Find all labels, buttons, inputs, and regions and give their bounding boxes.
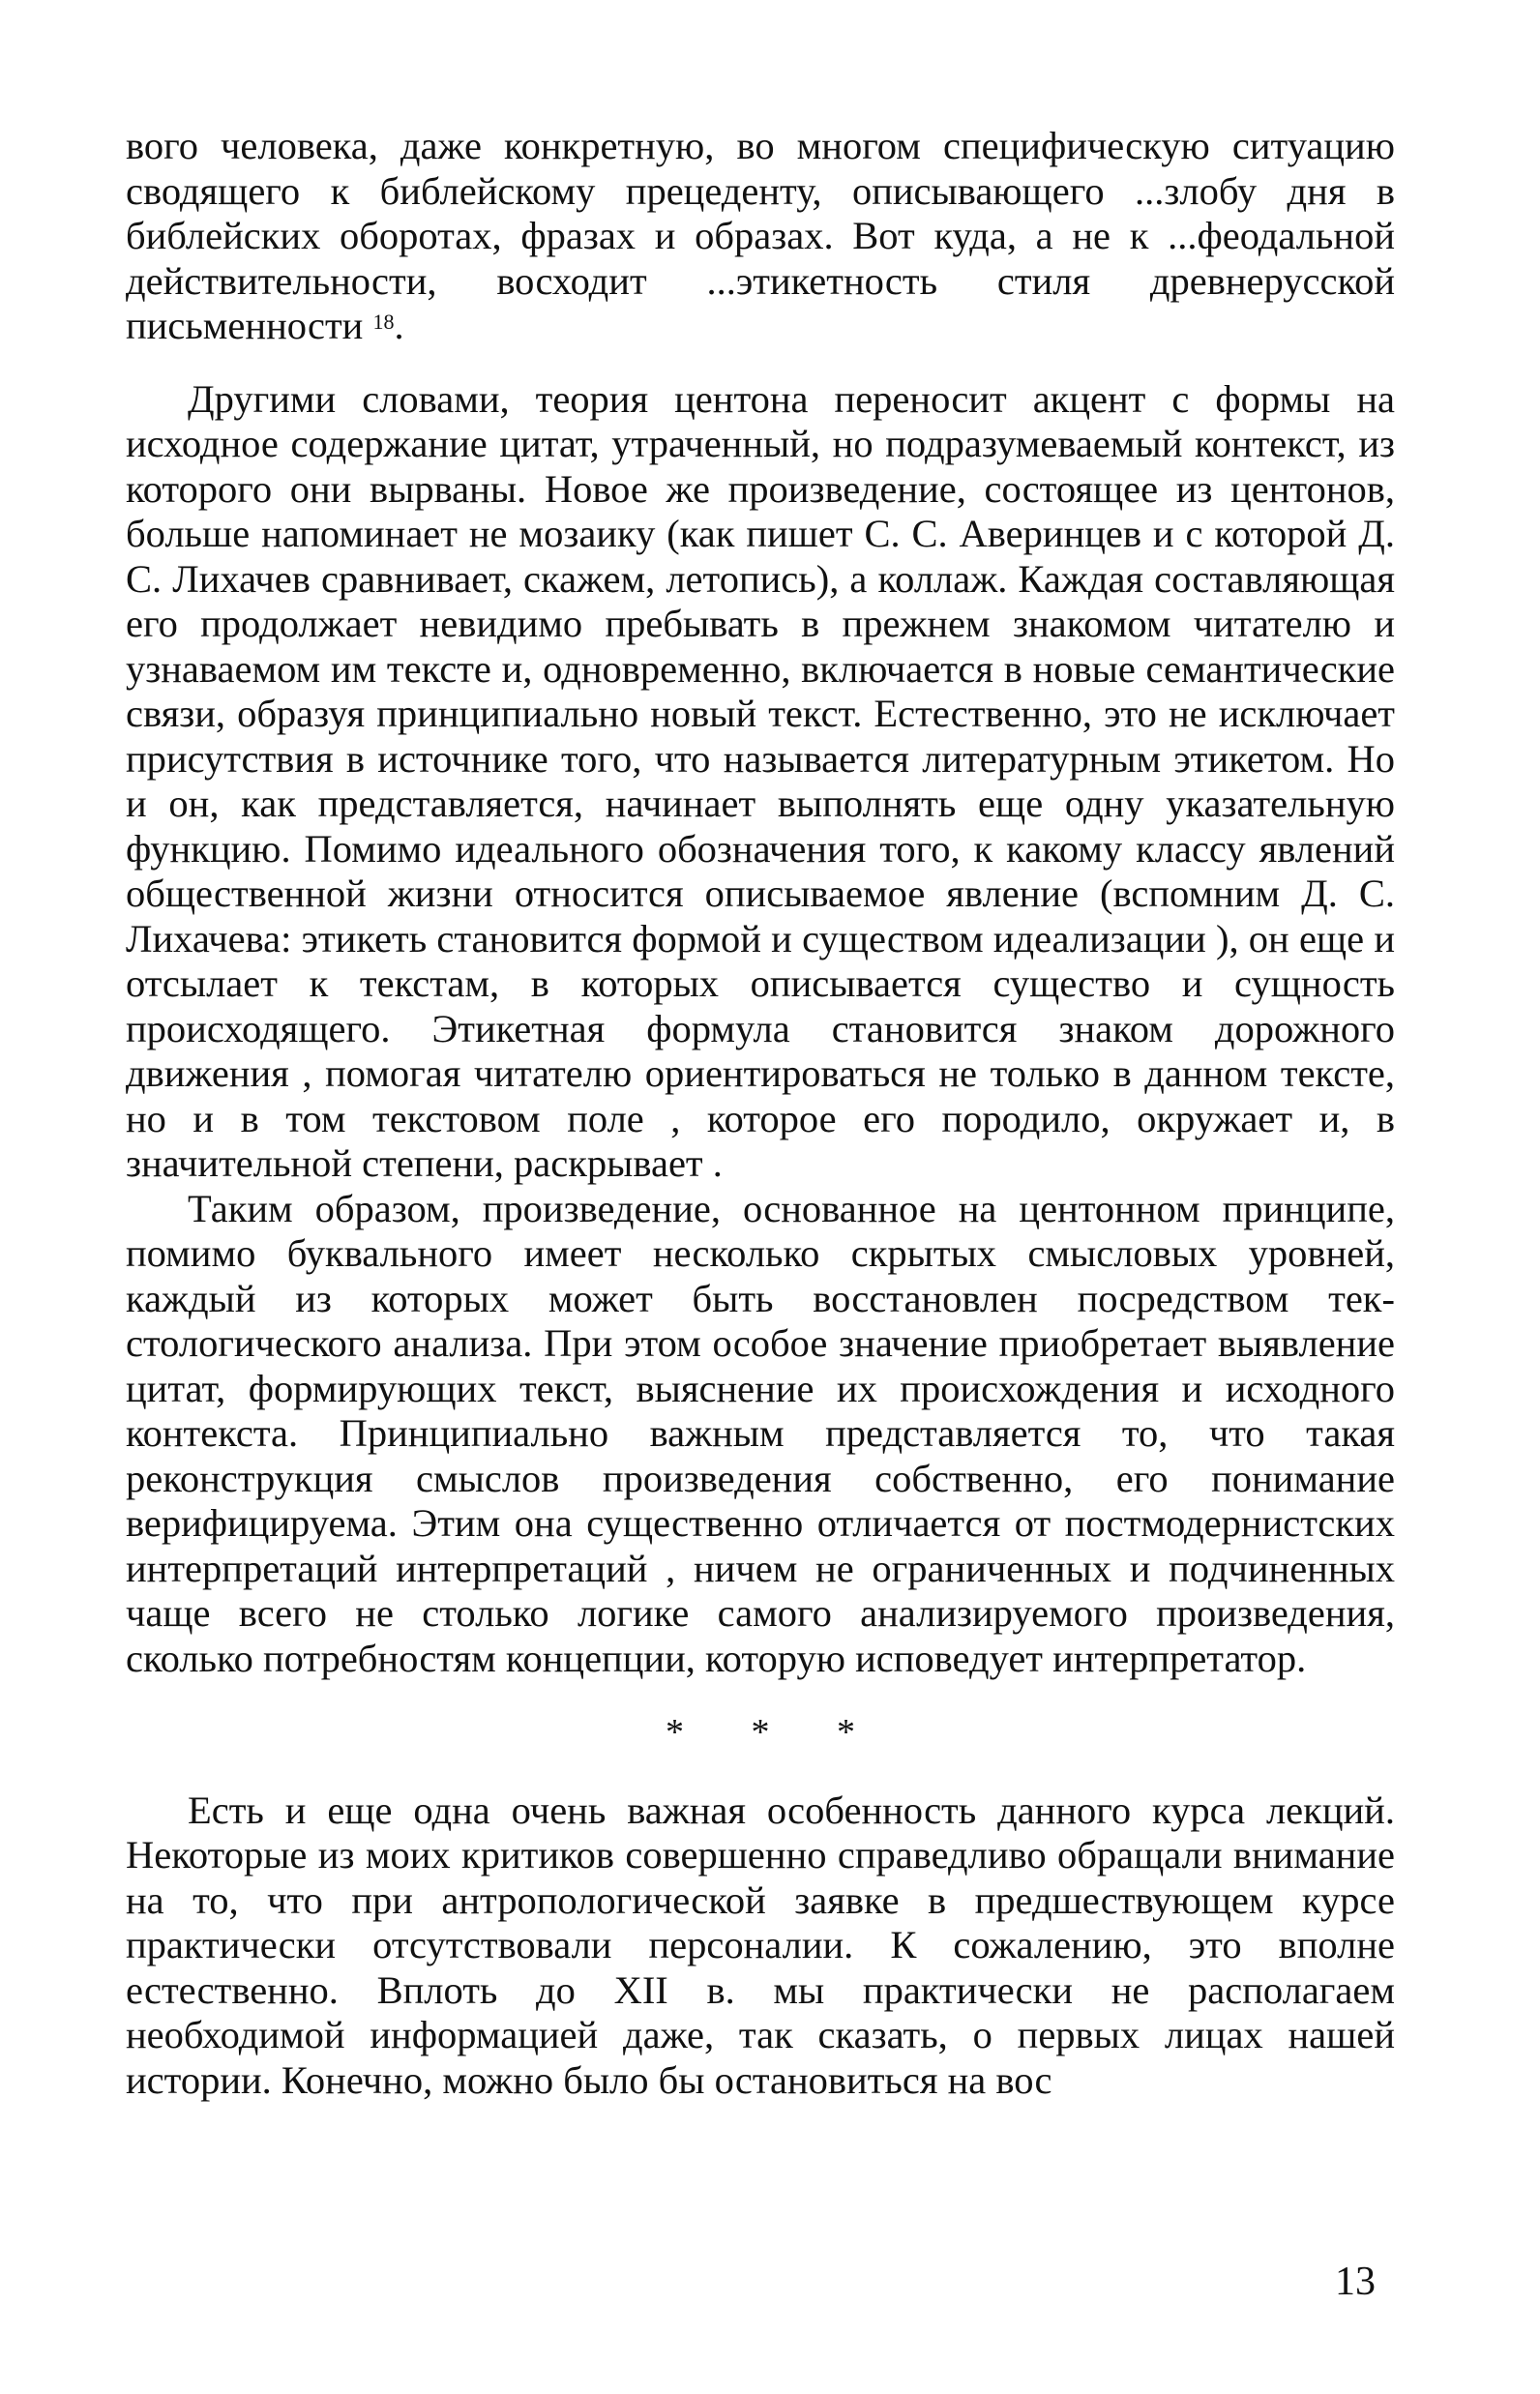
- paragraph-text-analysis: Таким образом, произведение, основанное на центонном принципе, помимо буквального имеет несколько скрытых смысловых уровней, каждый из которых может быть восстановлен посредством текстологического анализа. При этом особое значение приобретает выявление цитат, формирующих текст, выяснение их происхождения и исходного контекста. Принципиально важным представляется то, что такая реконструкция смыслов произведения собственно, его понимание верифицируема. Этим она существенно отличается от постмодернистских интерпретаций интерпретаций , ничем не ограниченных и подчиненных чаще всего не столько логике самого анализируемого произведения, сколько потребностям концепции, которую исповедует интерпретатор.: [126, 1186, 1395, 1680]
- footnote-reference[interactable]: 18: [372, 310, 395, 334]
- paragraph-text: вого человека, даже конкретную, во многом специфическую ситуацию сводящего к библейскому прецеденту, описывающего ...злобу дня в библейских оборотах, фразах и образах. Вот куда, а не к ...феодальной действительности, восходит ...этикетность стиля древнерусской письменности: [126, 124, 1395, 347]
- paragraph-centon-theory: Другими словами, теория центона переносит акцент с формы на исходное содержание цитат, утраченный, но подразумеваемый контекст, из которого они вырваны. Новое же произведение, состоящее из центонов, больше напоминает не мозаику (как пишет С. С. Аверинцев и с которой Д. С. Лихачев сравнивает, скажем, летопись), а коллаж. Каждая составляющая его продолжает невидимо пребывать в прежнем знакомом читателю и узнаваемом им тексте и, одновременно, включается в новые семантические связи, образуя принципиально новый текст. Естественно, это не исключает присутствия в источнике того, что называется литературным этикетом. Но и он, как представляется, начинает выполнять еще одну указательную функцию. Помимо идеального обозначения того, к какому классу явлений общественной жизни относится описываемое явление (вспомним Д. С. Лихачева: этикеть становится формой и существом идеализации ), он еще и отсылает к текстам, в которых описывается существо и сущность происходящего. Этикетная формула становится знаком дорожного движения , помогая читателю ориентироваться не только в данном тексте, но и в том текстовом поле , которое его породило, окружает и, в значительной степени, раскрывает .: [126, 376, 1395, 1185]
- paragraph-end: .: [394, 304, 404, 347]
- section-separator: * * *: [666, 1712, 884, 1753]
- page-body: [126, 124, 1395, 2103]
- page-number: 13: [1335, 2260, 1376, 2304]
- paragraph-continued: [126, 124, 1395, 349]
- paragraph-personalities: Есть и еще одна очень важная особенность данного курса лекций. Некоторые из моих критиков совершенно справедливо обращали внимание на то, что при антропологической заявке в предшествующем курсе практически отсутствовали персоналии. К сожалению, это вполне естественно. Вплоть до XII в. мы практически не располагаем необходимой информацией даже, так сказать, о первых лицах нашей истории. Конечно, можно было бы остановиться на вос: [126, 1788, 1395, 2102]
